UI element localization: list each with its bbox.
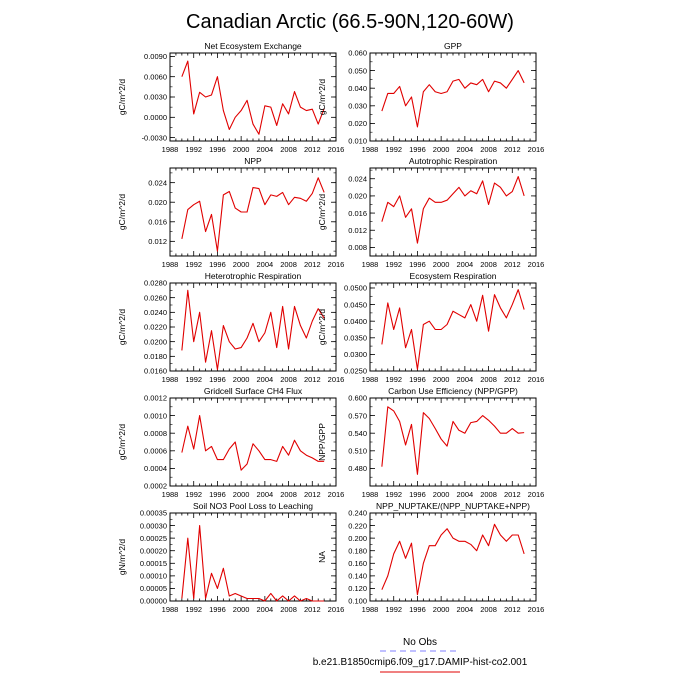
x-tick-label: 2000 [232,260,250,269]
x-tick-label: 2004 [456,605,474,614]
y-axis-label: gC/m^2/d [117,78,127,116]
plot-frame [170,168,336,256]
chart-title: Soil NO3 Pool Loss to Leaching [192,501,314,511]
x-tick-label: 2000 [232,375,250,384]
x-tick-label: 2008 [480,605,497,614]
y-tick-label: 0.220 [348,521,367,531]
x-tick-label: 2012 [303,605,321,614]
y-tick-label: 0.0220 [144,322,167,332]
x-tick-label: 2000 [432,605,450,614]
x-tick-label: 2000 [232,605,250,614]
y-tick-label: 0.00005 [139,584,167,594]
y-axis-label: gC/m^2/d [117,308,127,346]
y-tick-label: 0.024 [348,174,367,184]
chart-title: Autotrophic Respiration [408,156,498,166]
plot-frame [370,398,536,486]
y-tick-label: 0.0160 [144,366,167,376]
y-tick-label: 0.140 [348,571,367,581]
y-tick-label: 0.0060 [144,72,167,82]
y-tick-label: 0.0350 [344,333,367,343]
x-tick-label: 1988 [361,375,379,384]
y-tick-label: 0.00030 [139,521,167,531]
x-tick-label: 2004 [256,605,274,614]
y-tick-label: 0.0012 [144,393,167,403]
x-tick-label: 2000 [432,490,450,499]
x-tick-label: 2012 [303,260,321,269]
y-tick-label: 0.240 [348,508,367,518]
y-tick-label: 0.00035 [139,508,167,518]
x-tick-label: 2000 [432,145,450,154]
y-tick-label: 0.020 [348,191,367,201]
x-tick-label: 2016 [327,145,345,154]
y-tick-label: 0.00020 [139,546,167,556]
chart-panel [317,501,544,614]
chart-title: NPP_NUPTAKE/(NPP_NUPTAKE+NPP) [376,501,530,511]
y-tick-label: 0.030 [348,101,367,111]
chart-panel [317,156,544,269]
chart-panel [317,386,544,499]
plot-frame [370,53,536,141]
page-title: Canadian Arctic (66.5-90N,120-60W) [186,11,514,33]
y-tick-label: 0.050 [348,66,367,76]
y-tick-label: 0.510 [348,446,367,456]
series-line [382,407,524,474]
series-line [182,416,324,471]
y-tick-label: 0.040 [348,83,367,93]
series-line [182,290,324,369]
y-tick-label: 0.0200 [144,337,167,347]
series-line [382,524,524,594]
legend-label-no-obs: No Obs [403,637,437,648]
x-tick-label: 2012 [303,145,321,154]
y-axis-label: NA [317,551,327,563]
x-tick-label: 2004 [456,375,474,384]
y-tick-label: 0.00010 [139,571,167,581]
y-tick-label: 0.0000 [144,113,167,123]
chart-title: NPP [244,156,262,166]
x-tick-label: 2008 [480,375,497,384]
x-tick-label: 2008 [280,260,297,269]
x-tick-label: 1996 [409,490,426,499]
y-tick-label: 0.120 [348,584,367,594]
y-tick-label: 0.480 [348,464,367,474]
y-tick-label: 0.010 [348,136,367,146]
chart-title: Gridcell Surface CH4 Flux [203,386,303,396]
series-line [182,61,324,134]
x-tick-label: 2016 [527,605,545,614]
x-tick-label: 1992 [385,145,403,154]
chart-title: Ecosystem Respiration [409,271,497,281]
y-tick-label: 0.024 [148,178,167,188]
y-axis-label: gC/m^2/d [117,193,127,231]
x-tick-label: 1988 [361,490,379,499]
y-tick-label: 0.0006 [144,446,167,456]
x-tick-label: 1992 [385,605,403,614]
x-tick-label: 1988 [161,145,179,154]
x-tick-label: 2016 [527,260,545,269]
x-tick-label: 2012 [303,375,321,384]
x-tick-label: 2012 [503,260,521,269]
chart-panel [117,41,344,154]
y-tick-label: 0.016 [348,208,367,218]
x-tick-label: 1992 [185,605,203,614]
plot-frame [370,168,536,256]
x-tick-label: 1992 [185,260,203,269]
chart-panel [117,271,344,384]
y-tick-label: 0.0002 [144,481,167,491]
plot-frame [370,513,536,601]
y-tick-label: 0.060 [348,48,367,58]
x-tick-label: 2004 [456,260,474,269]
y-tick-label: 0.00025 [139,533,167,543]
y-axis-label: gC/m^2/d [317,78,327,116]
x-tick-label: 1996 [209,260,226,269]
y-tick-label: 0.540 [348,428,367,438]
x-tick-label: 2016 [327,490,345,499]
x-tick-label: 2000 [232,145,250,154]
x-tick-label: 1996 [209,375,226,384]
chart-panel [317,41,544,154]
x-tick-label: 2004 [256,375,274,384]
y-tick-label: 0.600 [348,393,367,403]
x-tick-label: 2008 [480,490,497,499]
chart-panel [117,386,344,499]
x-tick-label: 2008 [280,375,297,384]
y-tick-label: 0.0030 [144,92,167,102]
y-axis-label: NPP/GPP [317,423,327,461]
y-tick-label: 0.0500 [344,283,367,293]
panels-container [117,41,544,614]
x-tick-label: 1988 [161,260,179,269]
series-line [382,71,524,127]
y-tick-label: 0.0260 [144,293,167,303]
chart-panel [117,156,344,269]
x-tick-label: 1988 [361,605,379,614]
y-tick-label: 0.0008 [144,428,167,438]
plot-frame [170,283,336,371]
series-line [182,526,324,601]
series-line [382,177,524,244]
x-tick-label: 1988 [161,375,179,384]
x-tick-label: 1992 [185,490,203,499]
x-tick-label: 2000 [432,375,450,384]
x-tick-label: 2016 [327,375,345,384]
x-tick-label: 2012 [503,145,521,154]
legend [313,637,528,672]
x-tick-label: 1996 [409,605,426,614]
x-tick-label: 2012 [503,375,521,384]
chart-title: Net Ecosystem Exchange [204,41,302,51]
x-tick-label: 1992 [385,260,403,269]
y-tick-label: 0.0180 [144,352,167,362]
y-tick-label: 0.020 [148,197,167,207]
y-tick-label: 0.0240 [144,308,167,318]
y-tick-label: 0.020 [348,119,367,129]
y-tick-label: 0.100 [348,596,367,606]
x-tick-label: 2016 [527,490,545,499]
y-tick-label: 0.008 [348,243,367,253]
series-line [382,290,524,370]
x-tick-label: 2008 [480,260,497,269]
y-tick-label: 0.0400 [344,316,367,326]
y-tick-label: 0.012 [348,225,367,235]
y-tick-label: 0.012 [148,237,167,247]
x-tick-label: 1988 [161,605,179,614]
x-tick-label: 2004 [256,145,274,154]
chart-panel [117,501,344,614]
x-tick-label: 1996 [409,260,426,269]
y-tick-label: 0.00015 [139,558,167,568]
x-tick-label: 1996 [209,605,226,614]
x-tick-label: 2004 [256,490,274,499]
legend-label-model-run: b.e21.B1850cmip6.f09_g17.DAMIP-hist-co2.001 [312,657,528,668]
y-tick-label: 0.180 [348,546,367,556]
y-axis-label: gN/m^2/d [117,538,127,576]
x-tick-label: 2004 [456,145,474,154]
x-tick-label: 1992 [385,490,403,499]
chart-panel [317,271,544,384]
chart-title: Carbon Use Efficiency (NPP/GPP) [388,386,518,396]
chart-title: Heterotrophic Respiration [204,271,302,281]
plot-frame [170,53,336,141]
y-axis-label: gC/m^2/d [117,423,127,461]
x-tick-label: 2012 [503,605,521,614]
chart-title: GPP [444,41,462,51]
y-tick-label: 0.0300 [344,350,367,360]
y-tick-label: 0.0450 [344,300,367,310]
y-tick-label: 0.0004 [144,464,167,474]
series-line [182,178,324,251]
x-tick-label: 2012 [303,490,321,499]
y-tick-label: 0.0250 [344,366,367,376]
x-tick-label: 2004 [456,490,474,499]
x-tick-label: 2000 [232,490,250,499]
y-axis-label: gC/m^2/d [317,308,327,346]
x-tick-label: 2016 [327,605,345,614]
y-tick-label: 0.200 [348,533,367,543]
x-tick-label: 2008 [480,145,497,154]
x-tick-label: 1992 [185,375,203,384]
x-tick-label: 2004 [256,260,274,269]
x-tick-label: 1988 [361,145,379,154]
x-tick-label: 2008 [280,490,297,499]
y-tick-label: 0.0280 [144,278,167,288]
y-axis-label: gC/m^2/d [317,193,327,231]
x-tick-label: 1996 [209,145,226,154]
x-tick-label: 1992 [385,375,403,384]
y-tick-label: 0.016 [148,217,167,227]
x-tick-label: 1996 [209,490,226,499]
y-tick-label: 0.00000 [139,596,167,606]
y-tick-label: 0.0090 [144,52,167,62]
x-tick-label: 1988 [361,260,379,269]
x-tick-label: 1992 [185,145,203,154]
x-tick-label: 2012 [503,490,521,499]
x-tick-label: 2016 [327,260,345,269]
x-tick-label: 1988 [161,490,179,499]
x-tick-label: 2008 [280,605,297,614]
y-tick-label: 0.0010 [144,411,167,421]
y-tick-label: 0.160 [348,558,367,568]
x-tick-label: 1996 [409,145,426,154]
x-tick-label: 2016 [527,145,545,154]
x-tick-label: 2016 [527,375,545,384]
y-tick-label: -0.0030 [141,133,167,143]
y-tick-label: 0.570 [348,411,367,421]
x-tick-label: 2008 [280,145,297,154]
x-tick-label: 2000 [432,260,450,269]
x-tick-label: 1996 [409,375,426,384]
